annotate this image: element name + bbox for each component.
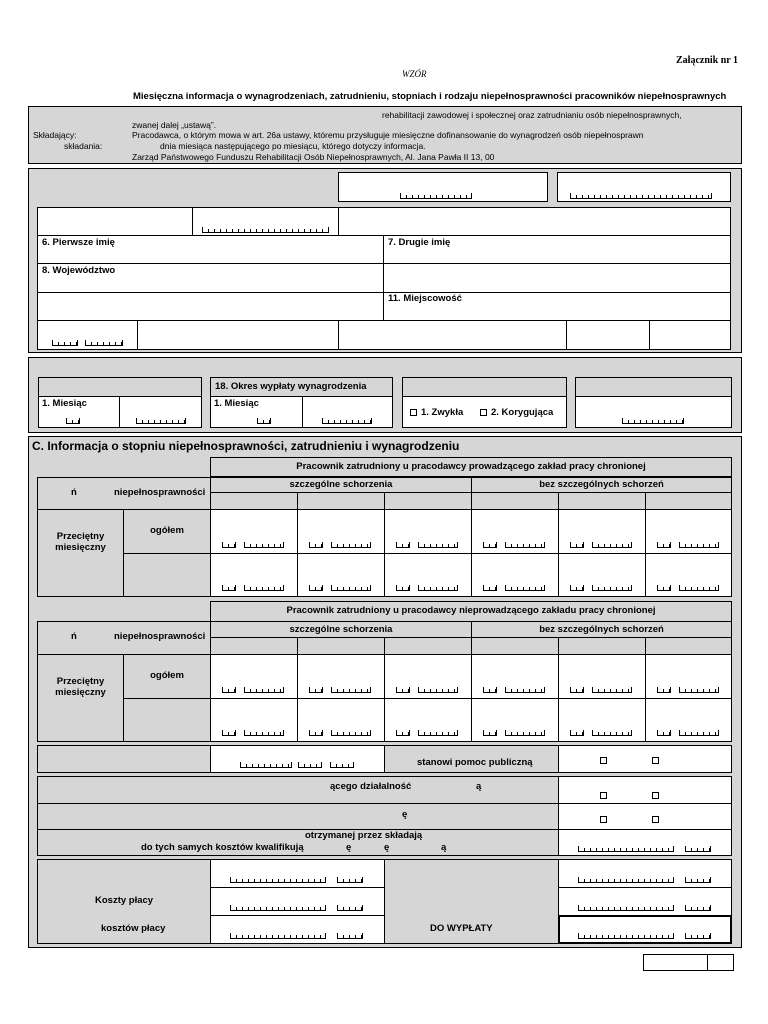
page-box-2 [707, 954, 734, 971]
table1-subheader [471, 492, 559, 510]
digit-ticks [578, 846, 674, 852]
digit-ticks [244, 542, 284, 548]
digit-ticks [309, 730, 323, 736]
form-title: Miesięczna informacja o wynagrodzeniach, zatrudnieniu, stopniach i rodzaju niepełnosprawności pracowników niepełnosprawnych [133, 91, 727, 102]
public-aid-label: stanowi pomoc publiczną [417, 757, 533, 768]
table1-total-label: ogółem [150, 525, 184, 536]
received-label-2: do tych samych kosztów kwalifikują [141, 842, 304, 853]
b-header-1 [38, 377, 202, 397]
digit-ticks [592, 730, 632, 736]
public-aid-no-checkbox[interactable] [652, 757, 659, 764]
to-pay-field[interactable] [558, 915, 732, 944]
digit-ticks [685, 877, 711, 883]
digit-ticks [331, 542, 371, 548]
b-header-4 [575, 377, 732, 397]
table1-header-label: Pracownik zatrudniony u pracodawcy prowadzącego zakład pracy chronionej [296, 461, 646, 472]
recipient-text: Zarząd Państwowego Funduszu Rehabilitacji Osób Niepełnosprawnych, Al. Jana Pawła II 13, 00 [132, 152, 495, 162]
digit-ticks [483, 730, 497, 736]
section-c-title: C. Informacja o stopniu niepełnosprawności, zatrudnieniu i wynagrodzeniu [32, 439, 460, 453]
digit-ticks [52, 340, 78, 346]
digit-ticks [505, 730, 545, 736]
table2-col-n: ń [71, 631, 77, 642]
table2-col-disability: niepełnosprawności [114, 631, 206, 642]
digit-ticks [202, 227, 329, 233]
digit-ticks [298, 762, 322, 768]
field-box-15[interactable] [566, 320, 650, 350]
table1-subheader [297, 492, 385, 510]
city-label: 11. Miejscowość [388, 293, 462, 304]
field-box-16[interactable] [649, 320, 731, 350]
digit-ticks [230, 905, 326, 911]
digit-ticks [570, 193, 712, 199]
table2-row2-label [123, 698, 211, 742]
table1-subheader [645, 492, 732, 510]
digit-ticks [322, 418, 372, 424]
amount-label-cell [37, 745, 211, 773]
intro-line2: zwanej dalej „ustawą”. [132, 120, 217, 130]
table1-row2-label [123, 553, 211, 597]
activity-label: ącego działalność [330, 781, 412, 792]
activity-choice [558, 776, 732, 804]
digit-ticks [685, 933, 711, 939]
month-label-2: 1. Miesiąc [214, 398, 259, 409]
digit-ticks [396, 542, 410, 548]
digit-ticks [230, 933, 326, 939]
deadline-label: składania: [64, 141, 103, 151]
digit-ticks [685, 846, 711, 852]
digit-ticks [679, 730, 719, 736]
digit-ticks [257, 418, 271, 424]
wage-field-5[interactable] [558, 887, 732, 916]
digit-ticks [657, 687, 671, 693]
digit-ticks [331, 585, 371, 591]
wage-field-4[interactable] [558, 859, 732, 888]
submitter-label: Składający: [33, 130, 77, 140]
wage-field-3[interactable] [210, 915, 385, 944]
field-box-3[interactable] [37, 207, 193, 236]
submitter-text: Pracodawca, o którym mowa w art. 26a ustawy, któremu przysługuje miesięczne dofinansowanie do wynagrodzeń osób niepełnosprawn [132, 130, 644, 140]
table1-subheader [384, 492, 472, 510]
public-aid-yes-checkbox[interactable] [600, 757, 607, 764]
digit-ticks [222, 585, 236, 591]
table2-subheader [471, 637, 559, 655]
field-box-9[interactable] [383, 263, 731, 293]
received-e1: ę [346, 842, 352, 853]
digit-ticks [657, 585, 671, 591]
second-name-label: 7. Drugie imię [388, 237, 451, 248]
digit-ticks [570, 687, 584, 693]
field-box-5[interactable] [338, 207, 731, 236]
table2-subheader [297, 637, 385, 655]
row-e [37, 803, 559, 830]
table1-avg-1: Przeciętny [56, 531, 105, 542]
digit-ticks [418, 585, 458, 591]
digit-ticks [483, 585, 497, 591]
amount-field[interactable] [210, 745, 385, 773]
digit-ticks [570, 585, 584, 591]
digit-ticks [592, 542, 632, 548]
digit-ticks [505, 542, 545, 548]
normal-checkbox[interactable] [410, 409, 417, 416]
received-a: ą [441, 842, 447, 853]
digit-ticks [244, 730, 284, 736]
digit-ticks [331, 687, 371, 693]
table1-nospecial-label: bez szczególnych schorzeń [539, 479, 664, 490]
normal-label: 1. Zwykła [421, 407, 464, 418]
digit-ticks [222, 730, 236, 736]
digit-ticks [85, 340, 123, 346]
digit-ticks [570, 730, 584, 736]
digit-ticks [337, 933, 363, 939]
digit-ticks [505, 585, 545, 591]
digit-ticks [136, 418, 186, 424]
table1-avg-2: miesięczny [55, 542, 106, 553]
table2-subheader [558, 637, 646, 655]
digit-ticks [222, 687, 236, 693]
activity-no-checkbox[interactable] [652, 792, 659, 799]
digit-ticks [657, 542, 671, 548]
digit-ticks [244, 585, 284, 591]
digit-ticks [400, 193, 472, 199]
received-label-1: otrzymanej przez składają [305, 830, 423, 841]
table2-subheader [210, 637, 298, 655]
digit-ticks [578, 877, 674, 883]
table1-col-disability: niepełnosprawności [114, 487, 206, 498]
period-label: 18. Okres wypłaty wynagrodzenia [215, 381, 367, 392]
digit-ticks [622, 418, 684, 424]
table2-total-label: ogółem [150, 670, 184, 681]
table2-avg-1: Przeciętny [56, 676, 105, 687]
digit-ticks [396, 687, 410, 693]
digit-ticks [66, 418, 80, 424]
month-label-1: 1. Miesiąc [42, 398, 87, 409]
digit-ticks [592, 687, 632, 693]
digit-ticks [483, 687, 497, 693]
field-box-14[interactable] [338, 320, 567, 350]
digit-ticks [578, 933, 674, 939]
digit-ticks [309, 687, 323, 693]
table1-subheader [558, 492, 646, 510]
table1-special-label: szczególne schorzenia [289, 479, 393, 490]
digit-ticks [657, 730, 671, 736]
row-e-label: ę [402, 809, 408, 820]
pattern-label: WZÓR [402, 69, 427, 79]
digit-ticks [396, 730, 410, 736]
digit-ticks [230, 877, 326, 883]
digit-ticks [222, 542, 236, 548]
field-box-10[interactable] [37, 292, 384, 321]
public-aid-choice [558, 745, 732, 773]
wage-costs-label: Koszty płacy [95, 895, 154, 906]
digit-ticks [570, 542, 584, 548]
first-name-label: 6. Pierwsze imię [42, 237, 115, 248]
correcting-label: 2. Korygująca [491, 407, 554, 418]
digit-ticks [679, 542, 719, 548]
digit-ticks [244, 687, 284, 693]
digit-ticks [337, 877, 363, 883]
activity-yes-checkbox[interactable] [600, 792, 607, 799]
digit-ticks [505, 687, 545, 693]
intro-line1: rehabilitacji zawodowej i społecznej oraz zatrudnianiu osób niepełnosprawnych, [382, 110, 682, 120]
field-box-13[interactable] [137, 320, 339, 350]
table1-subheader [210, 492, 298, 510]
voivodeship-label: 8. Województwo [42, 265, 116, 276]
table2-avg-2: miesięczny [55, 687, 106, 698]
page-box-1 [643, 954, 708, 971]
digit-ticks [396, 585, 410, 591]
table1-avg-label-cell [37, 509, 124, 597]
digit-ticks [685, 905, 711, 911]
correcting-checkbox[interactable] [480, 409, 487, 416]
received-e2: ę [384, 842, 390, 853]
activity-suffix: ą [476, 781, 482, 792]
row-e-no-checkbox[interactable] [652, 816, 659, 823]
wage-field-2[interactable] [210, 887, 385, 916]
attachment-label: Załącznik nr 1 [676, 55, 739, 66]
digit-ticks [483, 542, 497, 548]
wage-field-1[interactable] [210, 859, 385, 888]
digit-ticks [309, 542, 323, 548]
row-e-choice [558, 803, 732, 830]
digit-ticks [331, 730, 371, 736]
digit-ticks [679, 687, 719, 693]
to-pay-label: DO WYPŁATY [430, 923, 493, 934]
table1-col-n: ń [71, 487, 77, 498]
digit-ticks [418, 687, 458, 693]
digit-ticks [330, 762, 354, 768]
wage-costs-label-2: kosztów płacy [101, 923, 166, 934]
table2-avg-label-cell [37, 654, 124, 742]
digit-ticks [418, 542, 458, 548]
table2-subheader [645, 637, 732, 655]
digit-ticks [240, 762, 292, 768]
table2-nospecial-label: bez szczególnych schorzeń [539, 624, 664, 635]
table2-header-label: Pracownik zatrudniony u pracodawcy nieprowadzącego zakładu pracy chronionej [286, 605, 656, 616]
digit-ticks [592, 585, 632, 591]
table2-subheader [384, 637, 472, 655]
table2-special-label: szczególne schorzenia [289, 624, 393, 635]
digit-ticks [337, 905, 363, 911]
deadline-text: dnia miesiąca następującego po miesiącu, którego dotyczy informacja. [160, 141, 426, 151]
digit-ticks [679, 585, 719, 591]
b-header-3 [402, 377, 567, 397]
digit-ticks [578, 905, 674, 911]
digit-ticks [418, 730, 458, 736]
row-e-yes-checkbox[interactable] [600, 816, 607, 823]
digit-ticks [309, 585, 323, 591]
